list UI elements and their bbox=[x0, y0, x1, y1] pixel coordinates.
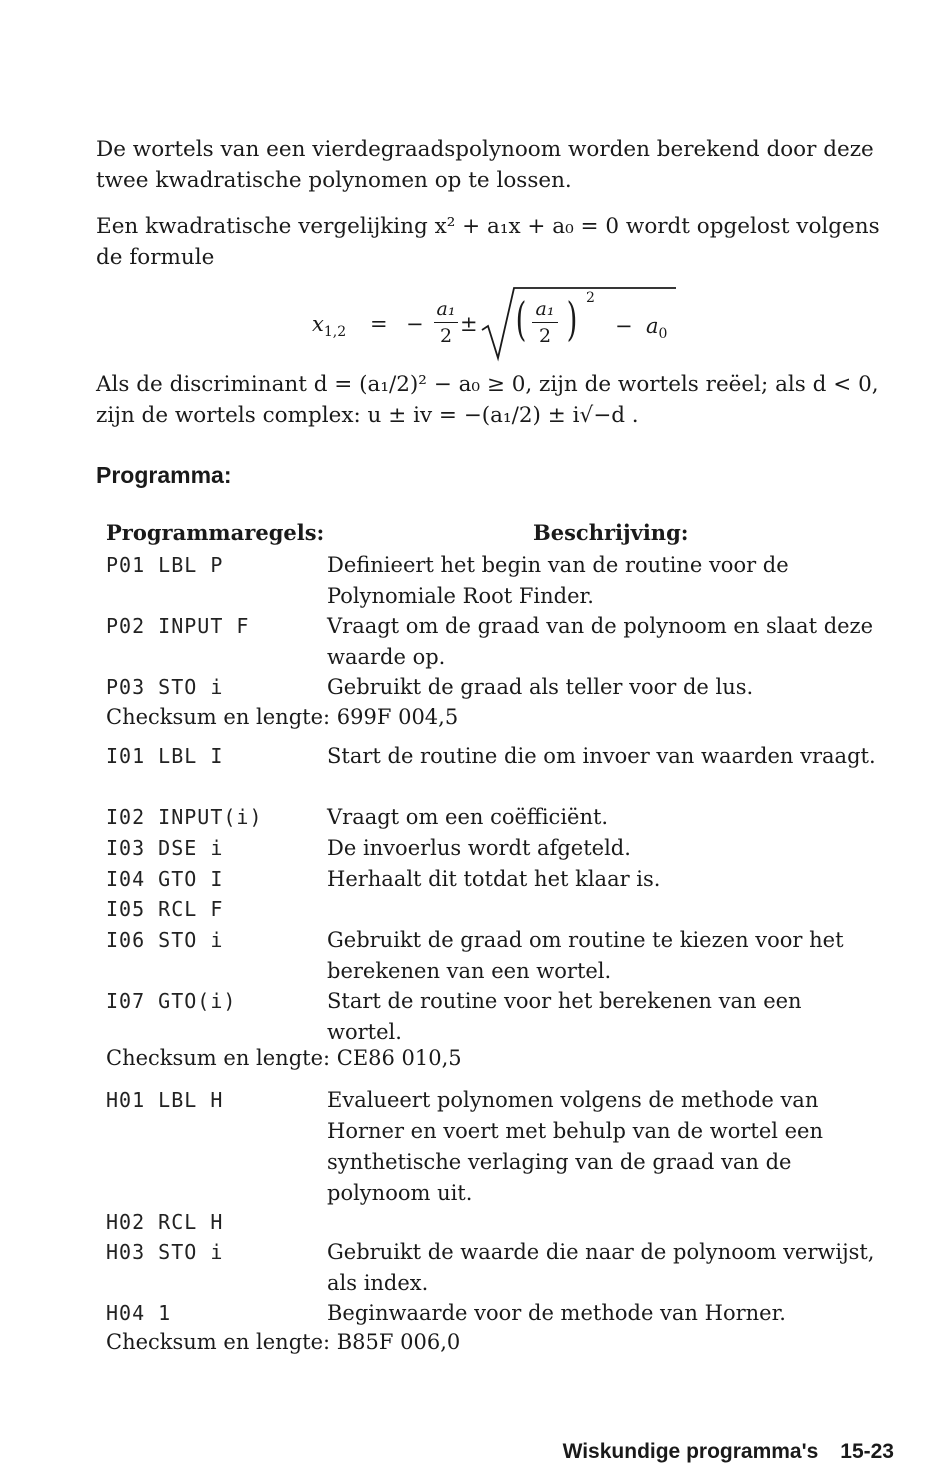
program-line: I04 GTO I bbox=[106, 867, 224, 891]
program-line: P03 STO i bbox=[106, 675, 224, 699]
program-line: H03 STO i bbox=[106, 1240, 224, 1264]
line-description: Gebruikt de graad om routine te kiezen voor het berekenen van een wortel. bbox=[327, 928, 844, 983]
column-header-program: Programmaregels: bbox=[106, 520, 325, 545]
program-line: I03 DSE i bbox=[106, 836, 224, 860]
intro-paragraph-1: De wortels van een vierdegraadspolynoom worden berekend door deze twee kwadratische polynomen op te lossen. bbox=[96, 137, 874, 193]
line-description: De invoerlus wordt afgeteld. bbox=[327, 836, 631, 860]
formula-a0: $a_0$ bbox=[646, 314, 668, 343]
formula-paren-left: ( bbox=[515, 292, 527, 346]
footer-title: Wiskundige programma's bbox=[562, 1440, 819, 1463]
checksum-line: Checksum en lengte: CE86 010,5 bbox=[106, 1046, 462, 1070]
intro-paragraph-3: Als de discriminant d = (a₁/2)² − a₀ ≥ 0, zijn de wortels reëel; als d < 0, zijn de wortels complex: u ± iv = −(a₁/2) ± i√−d . bbox=[96, 372, 879, 428]
formula-equals: = bbox=[370, 312, 388, 336]
program-line: H04 1 bbox=[106, 1301, 172, 1325]
program-line: H02 RCL H bbox=[106, 1210, 224, 1234]
formula-plus-minus: ± bbox=[460, 312, 478, 336]
program-line: H01 LBL H bbox=[106, 1088, 224, 1112]
line-description: Start de routine voor het berekenen van een wortel. bbox=[327, 989, 802, 1044]
line-description: Herhaalt dit totdat het klaar is. bbox=[327, 867, 661, 891]
formula-inner-fraction: a₁ 2 bbox=[532, 298, 558, 347]
program-line: I02 INPUT(i) bbox=[106, 805, 263, 829]
line-description: Gebruikt de graad als teller voor de lus. bbox=[327, 675, 754, 699]
page-footer bbox=[563, 1440, 894, 1464]
line-description: Beginwaarde voor de methode van Horner. bbox=[327, 1301, 786, 1325]
line-description: Gebruikt de waarde die naar de polynoom verwijst, als index. bbox=[327, 1240, 875, 1295]
line-description: Definieert het begin van de routine voor de Polynomiale Root Finder. bbox=[327, 553, 789, 608]
page-number: 15-23 bbox=[840, 1440, 894, 1463]
program-line: I06 STO i bbox=[106, 928, 224, 952]
line-description: Vraagt om een coëfficiënt. bbox=[327, 805, 609, 829]
formula-minus-2: − bbox=[615, 314, 633, 338]
checksum-line: Checksum en lengte: B85F 006,0 bbox=[106, 1330, 461, 1354]
intro-paragraph-2: Een kwadratische vergelijking x² + a₁x + a₀ = 0 wordt opgelost volgens de formule bbox=[96, 214, 880, 270]
formula-minus: − bbox=[406, 312, 424, 336]
formula-fraction: a₁ 2 bbox=[434, 298, 458, 347]
program-line: P01 LBL P bbox=[106, 553, 224, 577]
quadratic-formula bbox=[310, 286, 690, 362]
program-line: P02 INPUT F bbox=[106, 614, 250, 638]
line-description: Start de routine die om invoer van waarden vraagt. bbox=[327, 744, 876, 768]
column-header-description: Beschrijving: bbox=[533, 520, 689, 545]
program-line: I05 RCL F bbox=[106, 897, 224, 921]
section-heading: Programma: bbox=[96, 462, 232, 488]
line-description: Evalueert polynomen volgens de methode van Horner en voert met behulp van de wortel een synthetische verlaging van de graad van de polynoom uit. bbox=[327, 1088, 824, 1205]
formula-exponent: 2 bbox=[586, 290, 595, 306]
program-line: I07 GTO(i) bbox=[106, 989, 237, 1013]
formula-paren-right: ) bbox=[566, 292, 578, 346]
line-description: Vraagt om de graad van de polynoom en slaat deze waarde op. bbox=[327, 614, 874, 669]
formula-lhs: $x_{1,2}$ bbox=[312, 312, 347, 341]
program-line: I01 LBL I bbox=[106, 744, 224, 768]
checksum-line: Checksum en lengte: 699F 004,5 bbox=[106, 705, 459, 729]
